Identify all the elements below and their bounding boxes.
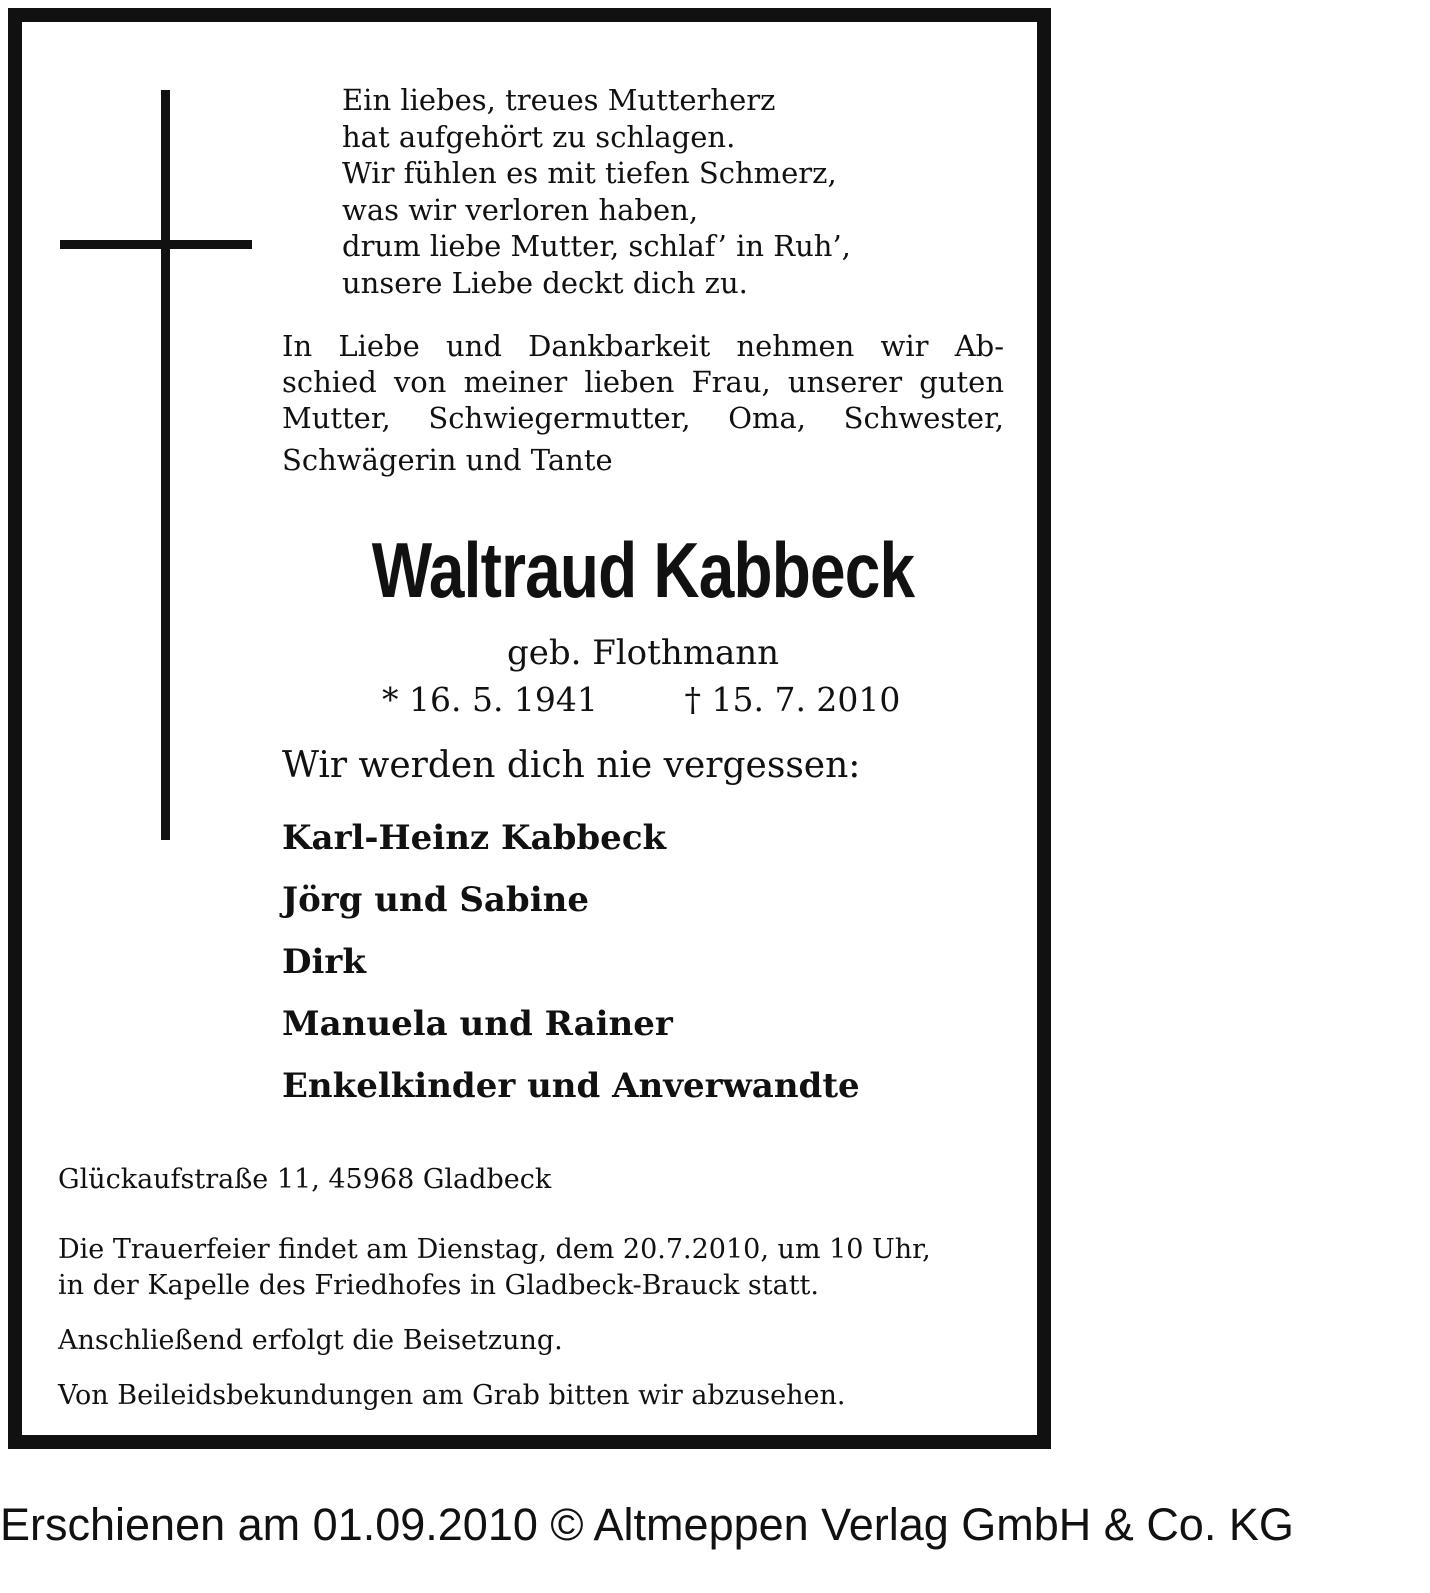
publication-footer: Erschienen am 01.09.2010 © Altmeppen Verlag GmbH & Co. KG — [0, 1499, 1294, 1550]
obituary-frame — [8, 8, 1051, 1449]
poem-line: drum liebe Mutter, schlaf’ in Ruh’, — [342, 229, 851, 263]
birth-date: * 16. 5. 1941 — [382, 680, 598, 719]
poem-line: Ein liebes, treues Mutterherz — [342, 83, 776, 117]
intro-line: Schwägerin und Tante — [282, 443, 613, 477]
family-member: Manuela und Rainer — [282, 1004, 673, 1044]
service-line: Die Trauerfeier findet am Dienstag, dem 20.7.2010, um 10 Uhr, — [58, 1234, 931, 1265]
cross-icon-crossbar — [60, 240, 252, 249]
intro-line: In Liebe und Dankbarkeit nehmen wir Ab- — [282, 329, 1004, 363]
service-line: in der Kapelle des Friedhofes in Gladbeck-Brauck statt. — [58, 1270, 819, 1301]
deceased-name: Waltraud Kabbeck — [371, 526, 915, 614]
poem — [342, 82, 1022, 301]
family-member: Enkelkinder und Anverwandte — [282, 1066, 860, 1106]
cross-icon — [161, 90, 170, 840]
family-member: Karl-Heinz Kabbeck — [282, 818, 667, 858]
maiden-name: geb. Flothmann — [506, 633, 780, 673]
life-dates — [382, 678, 942, 722]
death-date: † 15. 7. 2010 — [684, 680, 901, 719]
closing-line: Wir werden dich nie vergessen: — [282, 745, 861, 786]
poem-line: hat aufgehört zu schlagen. — [342, 119, 736, 154]
family-list — [282, 807, 1004, 1117]
service-info — [58, 1232, 1018, 1414]
poem-line: Wir fühlen es mit tiefen Schmerz, — [342, 156, 837, 190]
service-line: Von Beileidsbekundungen am Grab bitten wir abzusehen. — [58, 1380, 846, 1411]
poem-line: was wir verloren haben, — [342, 192, 699, 227]
family-member: Dirk — [282, 942, 366, 982]
service-line: Anschließend erfolgt die Beisetzung. — [58, 1325, 563, 1356]
address: Glückaufstraße 11, 45968 Gladbeck — [58, 1164, 552, 1195]
family-member: Jörg und Sabine — [282, 880, 589, 920]
intro-line: Mutter, Schwiegermutter, Oma, Schwester, — [282, 401, 1004, 435]
intro-text — [282, 328, 1004, 478]
poem-line: unsere Liebe deckt dich zu. — [342, 265, 748, 300]
intro-line: schied von meiner lieben Frau, unserer guten — [282, 365, 1004, 399]
